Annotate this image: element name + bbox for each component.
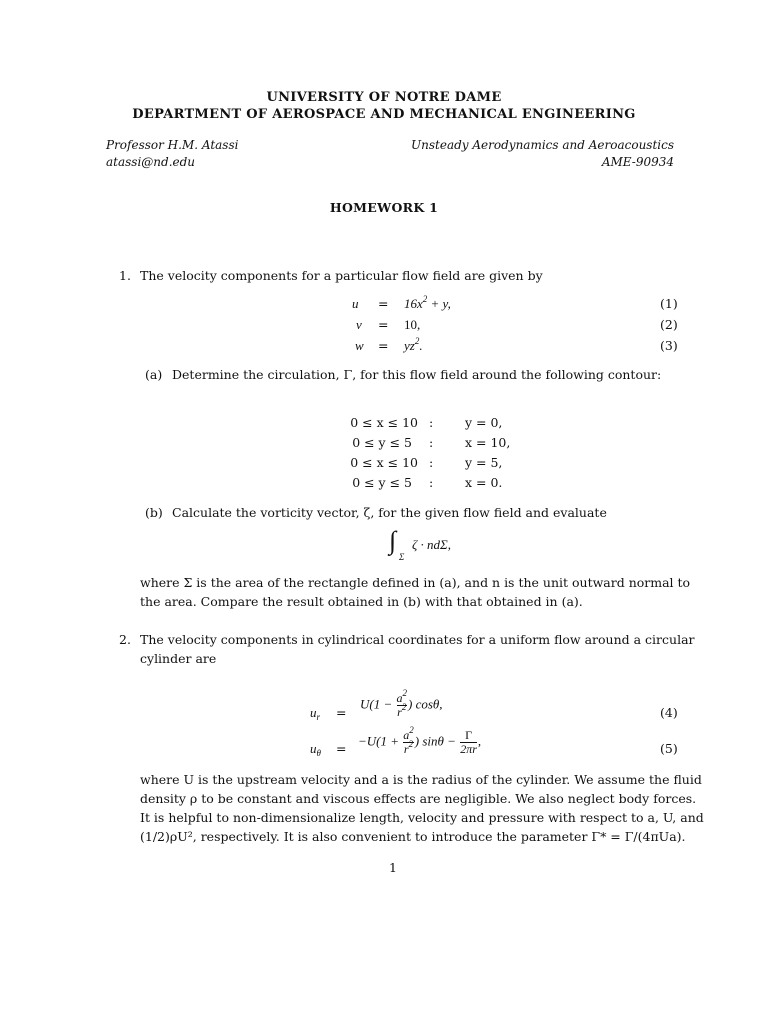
contour-range-1: 0 ≤ x ≤ 10 (350, 415, 418, 430)
problem2-text-4: (1/2)ρU², respectively. It is also convenient to introduce the parameter Γ* = Γ/(4πUa). (140, 829, 686, 844)
problem2-text-1: where U is the upstream velocity and a is the radius of the cylinder. We assume the fluid (140, 772, 702, 787)
part-b-after-2: the area. Compare the result obtained in (b) with that obtained in (a). (140, 594, 583, 609)
contour-colon-4: : (429, 475, 434, 490)
eq1-lhs: u (352, 296, 359, 311)
professor-name: Professor H.M. Atassi (106, 138, 239, 152)
eq2-lhs: v (356, 317, 362, 332)
eq2-number: (2) (660, 317, 678, 332)
part-a-label: (a) (145, 367, 163, 382)
problem2-number: 2. (119, 632, 131, 647)
problem2-intro-1: The velocity components in cylindrical coordinates for a uniform flow around a circular (140, 632, 695, 647)
course-title: Unsteady Aerodynamics and Aeroacoustics (411, 138, 674, 152)
contour-range-2: 0 ≤ y ≤ 5 (352, 435, 412, 450)
eq5-number: (5) (660, 741, 678, 756)
contour-colon-3: : (429, 455, 434, 470)
page-number: 1 (389, 860, 397, 875)
part-a-text: Determine the circulation, Γ, for this flow field around the following contour: (172, 367, 662, 382)
integrand: ζ · ndΣ, (412, 537, 451, 552)
problem1-number: 1. (119, 268, 131, 283)
eq4-rhs: U(1 − $\frac{a^2}{r^2}$ ) cosθ, (360, 688, 443, 719)
contour-range-3: 0 ≤ x ≤ 10 (350, 455, 418, 470)
eq3-lhs: w (355, 338, 364, 353)
eq1-rhs: $16x^2 + y$, (404, 294, 451, 311)
university-name: UNIVERSITY OF NOTRE DAME (266, 90, 502, 105)
integral-subscript: Σ (399, 552, 405, 562)
eq4-lhs: $u_r$ (310, 705, 321, 722)
eq2-rel: = (378, 317, 389, 332)
eq5-lhs: $u_\theta$ (310, 741, 321, 758)
eq4-number: (4) (660, 705, 678, 720)
contour-cond-4: x = 0. (465, 475, 503, 490)
contour-cond-3: y = 5, (465, 455, 503, 470)
eq5-rel: = (336, 741, 347, 756)
eq3-rel: = (378, 338, 389, 353)
contour-range-4: 0 ≤ y ≤ 5 (352, 475, 412, 490)
eq5-rhs: −U(1 + $\frac{a^2}{r^2}$ ) sinθ − $\frac{\Gamma}{2\pi r}$ , (358, 725, 482, 756)
department-name: DEPARTMENT OF AEROSPACE AND MECHANICAL ENGINEERING (132, 107, 636, 122)
homework-title: HOMEWORK 1 (329, 200, 439, 215)
course-code: AME-90934 (601, 155, 674, 169)
eq4-rel: = (336, 705, 347, 720)
eq1-rel: = (378, 296, 389, 311)
problem1-intro: The velocity components for a particular flow field are given by (140, 268, 543, 283)
eq2-rhs: 10, (404, 317, 421, 332)
professor-email: atassi@nd.edu (106, 155, 196, 169)
part-b-text: Calculate the vorticity vector, ζ, for the given flow field and evaluate (172, 505, 607, 520)
eq1-number: (1) (660, 296, 678, 311)
problem2-text-3: It is helpful to non-dimensionalize length, velocity and pressure with respect to a, U, and (140, 810, 704, 825)
part-b-label: (b) (145, 505, 163, 520)
problem2-intro-2: cylinder are (140, 651, 217, 666)
contour-cond-1: y = 0, (465, 415, 503, 430)
problem2-text-2: density ρ to be constant and viscous effects are negligible. We also neglect body forces. (140, 791, 697, 806)
contour-colon-1: : (429, 415, 434, 430)
eq3-rhs: $yz^2$. (404, 336, 423, 353)
integral-sign: ∫ (389, 526, 397, 555)
part-b-after-1: where Σ is the area of the rectangle defined in (a), and n is the unit outward normal to (140, 575, 691, 590)
eq3-number: (3) (660, 338, 678, 353)
contour-colon-2: : (429, 435, 434, 450)
contour-cond-2: x = 10, (465, 435, 511, 450)
